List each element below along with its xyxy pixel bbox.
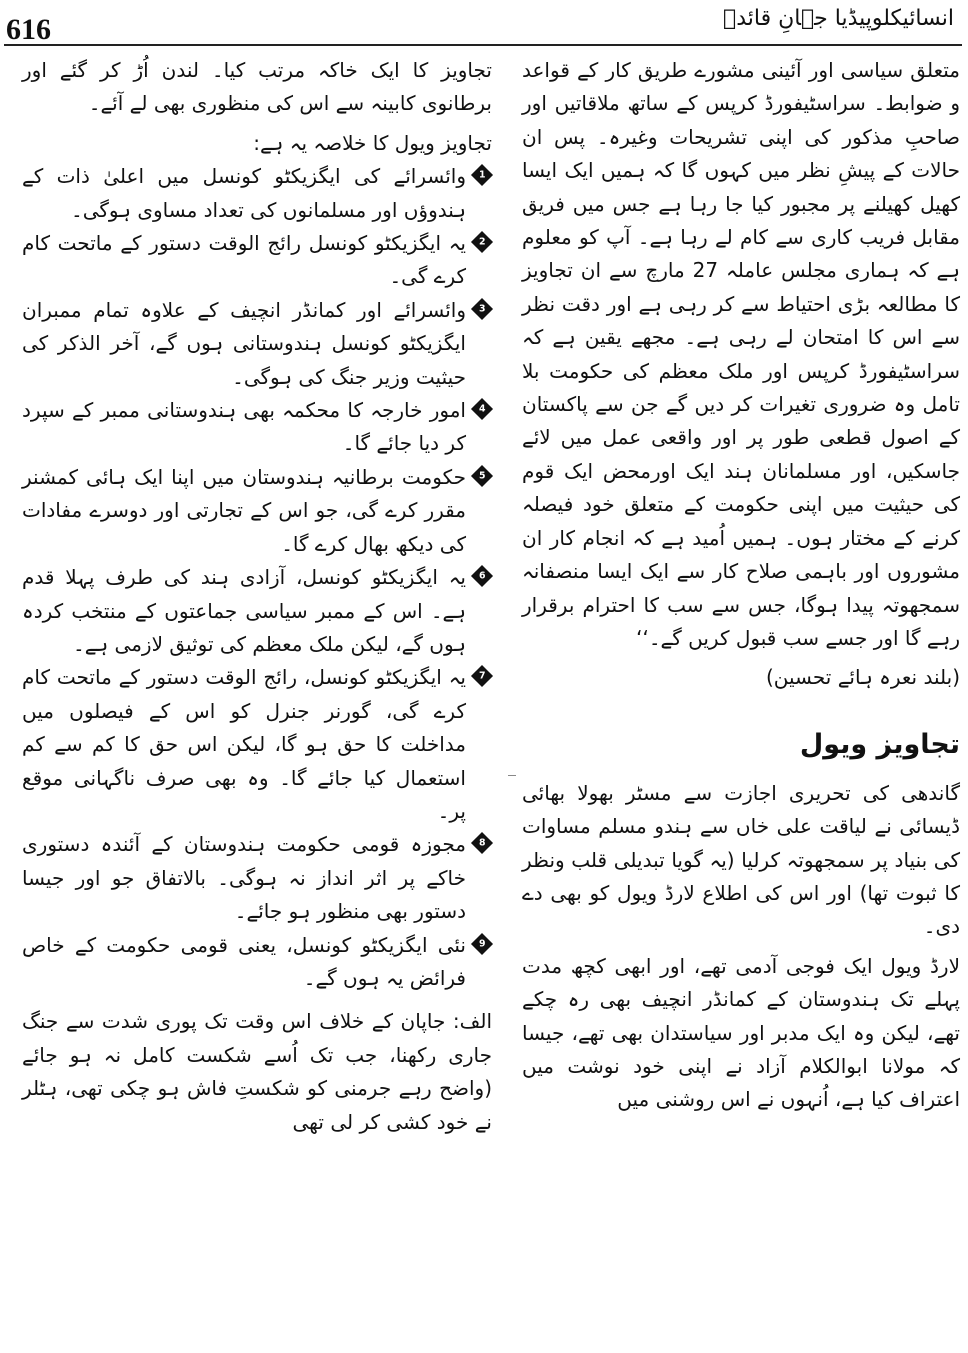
item-number-badge: 9 [471,933,493,955]
page-number: 616 [6,13,51,46]
item-number-badge: 5 [471,465,493,487]
applause-note: (بلند نعرہ ہائے تحسین) [765,665,960,690]
list-item: 6 یہ ایگزیکٹو کونسل، آزادی ہند کی طرف پہلا قدم ہے۔ اس کے ممبر سیاسی جماعتوں کے منتخب کردہ ہوں گے، لیکن ملک معظم کی توثیق لازمی ہے۔ [22,561,492,661]
item-number-badge: 8 [471,832,493,854]
list-item: 1 وائسرائے کی ایگزیکٹو کونسل میں اعلیٰ ذات کے ہندوؤں اور مسلمانوں کی تعداد مساوی ہوگی۔ [22,160,492,227]
list-item: 5 حکومت برطانیہ ہندوستان میں اپنا ایک ہائی کمشنر مقرر کرے گی، جو اس کے تجارتی اور دوسرے مفادات کی دیکھ بھال کرے گا۔ [22,461,492,561]
section-heading: تجاویز ویول [799,728,960,760]
list-item: 4 امور خارجہ کا محکمہ بھی ہندوستانی ممبر کے سپرد کر دیا جائے گا۔ [22,394,492,461]
intro-paragraph: تجاویز کا ایک خاکہ مرتب کیا۔ لندن اُڑ کر گئے اور برطانوی کابینہ سے اس کی منظوری بھی لے آئے۔ [22,58,492,116]
left-column [22,54,492,1139]
body-paragraph: لارڈ ویول ایک فوجی آدمی تھے، اور ابھی کچھ مدت پہلے تک ہندوستان کے کمانڈر انچیف بھی رہ چکے تھے، لیکن وہ ایک مدبر اور سیاستدان بھی تھے، جیسا کہ مولانا ابوالکلام آزاد نے اپنی خود نوشت میں اعتراف کیا ہے، اُنہوں نے اس روشنی میں [522,953,960,1112]
item-number-badge: 3 [471,298,493,320]
item-number-badge: 1 [471,164,493,186]
list-item: 9 نئی ایگزیکٹو کونسل، یعنی قومی حکومت کے خاص فرائض یہ ہوں گے۔ [22,929,492,996]
page-header [0,0,968,50]
body-paragraph: گاندھی کی تحریری اجازت سے مسٹر بھولا بھائی ڈیسائی نے لیاقت علی خاں سے ہندو مسلم مساوات کی بنیاد پر سمجھوتہ کرلیا (یہ گویا تبدیلی قلب ونظر کا ثبوت تھا) اور اس کی اطلاع لارڈ ویول کو بھی دے دی۔ [522,780,960,939]
list-item: 2 یہ ایگزیکٹو کونسل رائج الوقت دستور کے ماتحت کام کرے گی۔ [22,227,492,294]
list-item: 7 یہ ایگزیکٹو کونسل، رائج الوقت دستور کے ماتحت کام کرے گی، گورنر جنرل کو اس کے فیصلوں میں مداخلت کا حق ہو گا، لیکن اس حق کا کم سے کم استعمال کیا جائے گا۔ وہ بھی صرف ناگہانی موقع پر۔ [22,661,492,828]
running-title: انسائیکلوپیڈیا جہانِ قائدؒ [723,6,954,31]
item-number-badge: 7 [471,665,493,687]
item-number-badge: 6 [471,565,493,587]
summary-label: تجاویز ویول کا خلاصہ یہ ہے: [253,130,492,155]
quote-paragraph: متعلق سیاسی اور آئینی مشورے طریق کار کے قواعد و ضوابط۔ سراسٹیفورڈ کرپس کے ساتھ ملاقاتیں اور صاحبِ مذکور کی اپنی تشریحات وغیرہ۔ پس ان حالات کے پیشِ نظر میں کہوں گا کہ ہمیں ایک ایسا کھیل کھیلنے پر مجبور کیا جا رہا ہے جس میں فریق مقابل فریب کاری سے کام لے رہا ہے۔ آپ کو معلوم ہے کہ ہماری مجلس عاملہ 27 مارچ سے ان تجاویز کا مطالعہ بڑی احتیاط سے کر رہی ہے اور دقت نظر سے اس کا امتحان لے رہی ہے۔ مجھے یقین ہے کہ سراسٹیفورڈ کرپس اور ملک معظم کی حکومت بلا تامل وہ ضروری تغیرات کر دیں گے جن سے پاکستان کے اصول قطعی طور پر اور واقعی عمل میں لائے جاسکیں، اور مسلمانان ہند ایک اورمحض ایک قوم کی حیثیت میں اپنی حکومت کے متعلق خود فیصلہ کرنے کے مختار ہوں۔ ہمیں اُمید ہے کہ انجام کار ان مشوروں اور باہمی صلاح کار سے ایک ایسا منصفانہ سمجھوتہ پیدا ہوگا، جس سے سب کا احترام برقرار رہے گا اور جسے سب قبول کریں گے۔‘‘ [522,58,960,650]
list-item: 8 مجوزہ قومی حکومت ہندوستان کے آئندہ دستوری خاکے پر اثر انداز نہ ہوگی۔ بالاتفاق جو اور جیسا دستور بھی منظور ہو جائے۔ [22,828,492,928]
item-number-badge: 4 [471,398,493,420]
sub-item-alif: الف: جاپان کے خلاف اس وقت تک پوری شدت سے جنگ جاری رکھنا، جب تک اُسے شکست کامل نہ ہو جائے (واضح رہے جرمنی کو شکستِ فاش ہو چکی تھی، ہٹلر نے خود کشی کر لی تھی [22,1009,492,1134]
margin-mark [508,775,516,776]
item-number-badge: 2 [471,231,493,253]
header-rule [4,44,962,46]
right-column [522,54,960,1117]
list-item: 3 وائسرائے اور کمانڈر انچیف کے علاوہ تمام ممبران ایگزیکٹو کونسل ہندوستانی ہوں گے، آخر الذکر کی حیثیت وزیر جنگ کی ہوگی۔ [22,294,492,394]
